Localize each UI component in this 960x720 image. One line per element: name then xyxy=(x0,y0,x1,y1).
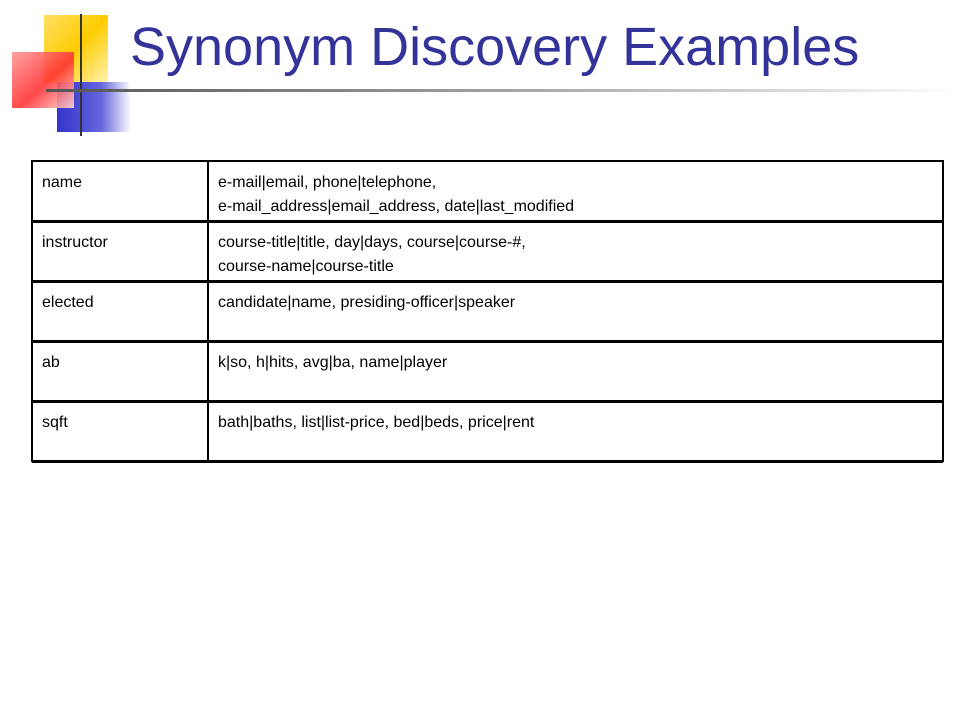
table-synonyms-cell xyxy=(208,401,943,461)
table-key-cell: name xyxy=(32,161,208,221)
table-key-cell: instructor xyxy=(32,221,208,281)
synonym-line: e-mail_address|email_address, date|last_modified xyxy=(218,198,575,215)
table-row xyxy=(32,161,943,221)
table-synonyms-cell xyxy=(208,161,943,221)
table-row xyxy=(32,341,943,401)
decorative-logo-squares xyxy=(0,0,140,140)
table-row xyxy=(32,221,943,281)
synonym-line: e-mail|email, phone|telephone, xyxy=(218,174,437,191)
synonym-line: k|so, h|hits, avg|ba, name|player xyxy=(218,354,448,371)
title-underline xyxy=(46,89,960,92)
synonym-table-container xyxy=(31,160,944,462)
table-synonyms-cell xyxy=(208,221,943,281)
table-key-cell: ab xyxy=(32,341,208,401)
table-key-cell: elected xyxy=(32,281,208,341)
synonym-line: bath|baths, list|list-price, bed|beds, price|rent xyxy=(218,414,535,431)
slide-title: Synonym Discovery Examples xyxy=(130,17,860,77)
table-row xyxy=(32,401,943,461)
synonym-line: course-name|course-title xyxy=(218,258,394,275)
logo-red-square xyxy=(12,52,74,108)
table-synonyms-cell xyxy=(208,281,943,341)
synonym-table xyxy=(31,160,944,462)
synonym-line: course-title|title, day|days, course|course-#, xyxy=(218,234,526,251)
synonym-line: candidate|name, presiding-officer|speaker xyxy=(218,294,516,311)
table-row xyxy=(32,281,943,341)
table-synonyms-cell xyxy=(208,341,943,401)
table-key-cell: sqft xyxy=(32,401,208,461)
